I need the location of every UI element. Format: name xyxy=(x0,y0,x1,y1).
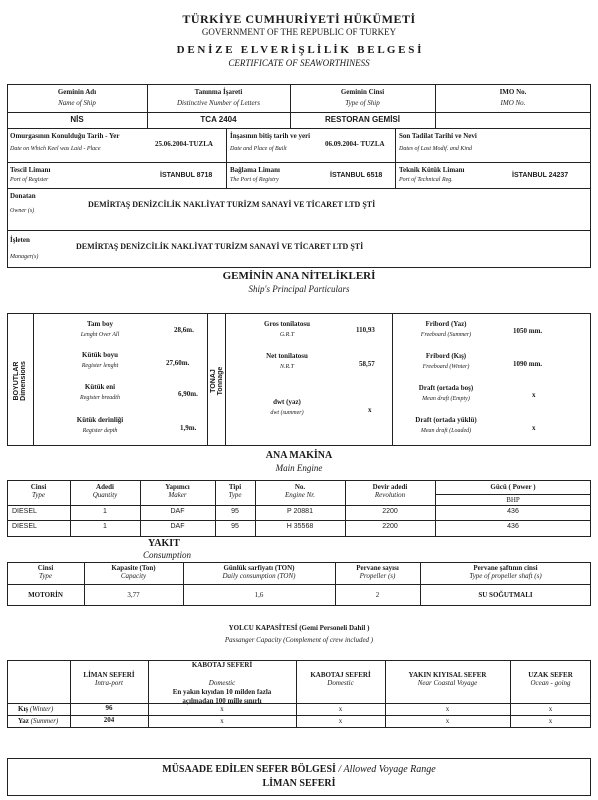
dwt-label-en: dwt (summer) xyxy=(270,410,304,416)
ship-type-label-en: Type of Ship xyxy=(345,99,380,107)
fuel-title-en: Consumption xyxy=(143,550,192,560)
pax-col-near-coastal: YAKIN KIYISAL SEFER Near Coastal Voyage xyxy=(408,671,487,687)
imo-label: IMO No. xyxy=(499,88,527,96)
pax-winter-kabotaj: x xyxy=(338,705,343,713)
letters-label-en: Distinctive Number of Letters xyxy=(176,99,261,107)
manager-value: DEMİRTAŞ DENİZCİLİK NAKLİYAT TURİZM SANAYİ VE TİCARET LTD ŞTİ xyxy=(76,242,364,251)
letters-label: Tanınma İşareti xyxy=(194,88,243,96)
nrt-value: 58,57 xyxy=(359,360,375,368)
depth-label: Kütük derinliği xyxy=(76,416,124,424)
reg-port-label: Tescil Limanı xyxy=(10,166,51,174)
fb-summer-label-en: Freeboard (Summer) xyxy=(420,332,472,338)
engine-row1-model: 95 xyxy=(231,508,239,515)
built-label-en: Date and Place of Built xyxy=(230,146,287,152)
engine-col-maker: Yapımcı Maker xyxy=(165,483,190,499)
breadth-label: Kütük eni xyxy=(84,383,116,391)
keel-label: Omurgasının Konulduğu Tarih - Yer xyxy=(10,132,120,140)
passenger-title-en: Passanger Capacity (Complement of crew included ) xyxy=(224,636,374,644)
voyage-title: MÜSAADE EDİLEN SEFER BÖLGESİ / Allowed Voyage Range xyxy=(162,764,436,775)
fuel-col-shaft: Pervane şaftının cinsi Type of propeller shaft (s) xyxy=(469,564,542,580)
pax-col-liman: LİMAN SEFERİ Intra-port xyxy=(83,671,135,687)
fuel-propellers-value: 2 xyxy=(375,591,380,599)
pax-row-winter-label: Kış (Winter) xyxy=(18,705,54,713)
breadth-value: 6,90m. xyxy=(178,390,198,398)
keel-label-en: Date on Which Keel was Laid - Place xyxy=(10,146,101,152)
tech-reg-label-en: Port of Technical Reg. xyxy=(399,177,453,183)
fuel-capacity-value: 3,77 xyxy=(127,591,140,599)
engine-row1-maker: DAF xyxy=(170,508,185,515)
ship-type-value: RESTORAN GEMİSİ xyxy=(325,115,400,124)
grt-label-en: G.R.T xyxy=(279,332,295,338)
nrt-label-en: N.R.T xyxy=(279,364,294,370)
fuel-type-value: MOTORİN xyxy=(28,591,63,599)
engine-row2-qty: 1 xyxy=(103,523,107,530)
engine-row2-maker: DAF xyxy=(170,523,185,530)
reg-length-value: 27,60m. xyxy=(166,359,190,367)
fuel-col-capacity: Kapasite (Ton) Capacity xyxy=(111,564,156,580)
modification-label-en: Dates of Last Modif. and Kind xyxy=(399,146,473,152)
pax-col-kabotaj-limited: KABOTAJ SEFERİ Domestic En yakın kıyıdan 10 milden fazla açılmadan 100 mille sınırlı xyxy=(172,661,272,705)
manager-label-en: Manager(s) xyxy=(10,254,39,260)
breadth-label-en: Register breadth xyxy=(80,395,120,401)
manager-label: İşleten xyxy=(10,236,30,244)
owner-label: Donatan xyxy=(10,192,36,200)
pax-summer-ocean: x xyxy=(548,717,553,725)
particulars-title-en: Ship's Principal Particulars xyxy=(248,284,350,294)
pax-summer-near: x xyxy=(445,717,450,725)
letters-value: TCA 2404 xyxy=(200,115,237,124)
owner-value: DEMİRTAŞ DENİZCİLİK NAKLİYAT TURİZM SANAYİ VE TİCARET LTD ŞTİ xyxy=(88,200,376,209)
engine-row1-rev: 2200 xyxy=(382,508,398,515)
engine-col-power-unit: BHP xyxy=(506,496,520,504)
loa-label-en: Lenght Over All xyxy=(80,332,120,338)
pax-summer-kabotaj-limited: x xyxy=(220,717,224,725)
built-label: İnşasının bitiş tarih ve yeri xyxy=(230,132,311,140)
loa-label: Tam boy xyxy=(86,320,113,328)
home-port-label: Bağlama Limanı xyxy=(230,166,280,174)
draft-empty-value: x xyxy=(532,391,536,399)
document-title-en: CERTIFICATE OF SEAWORTHINESS xyxy=(228,58,370,68)
grt-value: 110,93 xyxy=(356,326,375,334)
fb-winter-label-en: Freeboard (Winter) xyxy=(422,364,470,370)
particulars-title: GEMİNİN ANA NİTELİKLERİ xyxy=(222,270,376,282)
pax-winter-ocean: x xyxy=(548,705,553,713)
passenger-title: YOLCU KAPASİTESİ (Gemi Personeli Dahil ) xyxy=(228,624,370,632)
grt-label: Gros tonilatosu xyxy=(264,320,310,328)
draft-loaded-label: Draft (ortada yüklü) xyxy=(415,416,477,424)
draft-loaded-label-en: Mean draft (Loaded) xyxy=(420,428,472,434)
engine-row1-qty: 1 xyxy=(103,508,107,515)
fuel-col-daily: Günlük sarfiyatı (TON) Daily consumption (TON) xyxy=(222,564,296,580)
fuel-col-propellers: Pervane sayısı Propeller (s) xyxy=(356,564,399,580)
government-title-en: GOVERNMENT OF THE REPUBLIC OF TURKEY xyxy=(201,27,397,37)
engine-row1-power: 436 xyxy=(507,508,519,515)
dimensions-vertical-label: BOYUTLAR Dimensions xyxy=(13,361,27,401)
government-title: TÜRKİYE CUMHURİYETİ HÜKÜMETİ xyxy=(182,12,416,26)
pax-col-ocean: UZAK SEFER Ocean - going xyxy=(528,671,573,687)
engine-row1-number: P 20881 xyxy=(287,508,313,515)
tonnage-vertical-label: TONAJ Tonnage xyxy=(210,366,224,396)
depth-value: 1,9m. xyxy=(180,424,197,432)
fuel-title: YAKIT xyxy=(148,538,180,549)
ship-name-value: NİS xyxy=(70,115,84,124)
ship-name-label: Geminin Adı xyxy=(57,88,97,96)
engine-title: ANA MAKİNA xyxy=(265,450,333,461)
pax-summer-kabotaj: x xyxy=(338,717,343,725)
voyage-value: LİMAN SEFERİ xyxy=(262,778,336,789)
fb-winter-label: Fribord (Kış) xyxy=(425,352,467,360)
dwt-value: x xyxy=(368,406,372,414)
fuel-daily-value: 1,6 xyxy=(254,591,264,599)
engine-row2-power: 436 xyxy=(507,523,519,530)
reg-length-label-en: Register lenght xyxy=(81,363,119,369)
pax-summer-liman: 204 xyxy=(103,716,115,724)
engine-col-power: Gücü ( Power ) xyxy=(490,483,536,491)
reg-port-label-en: Port of Register xyxy=(10,177,49,183)
pax-col-kabotaj: KABOTAJ SEFERİ Domestic xyxy=(310,671,371,687)
engine-row1-type: DIESEL xyxy=(12,508,37,515)
fb-summer-value: 1050 mm. xyxy=(513,327,543,335)
pax-row-summer-label: Yaz (Summer) xyxy=(18,717,59,725)
reg-length-label: Kütük boyu xyxy=(82,351,118,359)
fb-winter-value: 1090 mm. xyxy=(513,360,543,368)
nrt-label: Net tonilatosu xyxy=(266,352,308,360)
imo-label-en: IMO No. xyxy=(500,99,526,107)
engine-row2-rev: 2200 xyxy=(382,523,398,530)
engine-row2-model: 95 xyxy=(231,523,239,530)
draft-empty-label-en: Mean draft (Empty) xyxy=(422,396,470,402)
built-value: 06.09.2004- TUZLA xyxy=(325,140,385,148)
fuel-shaft-value: SU SOĞUTMALI xyxy=(478,591,533,599)
depth-label-en: Register depth xyxy=(82,428,118,434)
tech-reg-value: İSTANBUL 24237 xyxy=(512,172,569,179)
loa-value: 28,6m. xyxy=(174,326,194,334)
ship-name-label-en: Name of Ship xyxy=(58,99,96,107)
fuel-col-type: Cinsi Type xyxy=(37,564,54,580)
modification-label: Son Tadilat Tarihi ve Nevi xyxy=(399,132,477,140)
owner-label-en: Owner (s) xyxy=(10,208,35,214)
home-port-label-en: The Port of Registry xyxy=(230,177,279,183)
engine-col-type: Cinsi Type xyxy=(30,483,47,499)
engine-row2-number: H 35568 xyxy=(286,523,314,530)
draft-loaded-value: x xyxy=(532,424,536,432)
ship-type-label: Geminin Cinsi xyxy=(340,88,385,96)
engine-col-quantity: Adedi Quantity xyxy=(92,483,118,499)
reg-port-value: İSTANBUL 8718 xyxy=(160,172,213,179)
document-title: D E N İ Z E E L V E R İ Ş L İ L İ K B E L G E S İ xyxy=(176,44,422,56)
draft-empty-label: Draft (ortada boş) xyxy=(418,384,474,392)
keel-value: 25.06.2004-TUZLA xyxy=(155,140,213,148)
engine-col-revolution: Devir adedi Revolution xyxy=(372,483,408,499)
engine-row2-type: DIESEL xyxy=(12,523,37,530)
tech-reg-label: Teknik Kütük Limanı xyxy=(399,166,465,174)
home-port-value: İSTANBUL 6518 xyxy=(330,172,383,179)
engine-col-number: No. Engine Nr. xyxy=(285,483,315,499)
fb-summer-label: Fribord (Yaz) xyxy=(425,320,467,328)
pax-winter-near: x xyxy=(445,705,450,713)
engine-title-en: Main Engine xyxy=(275,463,323,473)
pax-winter-kabotaj-limited: x xyxy=(220,705,224,713)
engine-col-model: Tipi Type xyxy=(228,483,242,499)
dwt-label: dwt (yaz) xyxy=(273,398,301,406)
pax-winter-liman: 96 xyxy=(105,704,113,712)
